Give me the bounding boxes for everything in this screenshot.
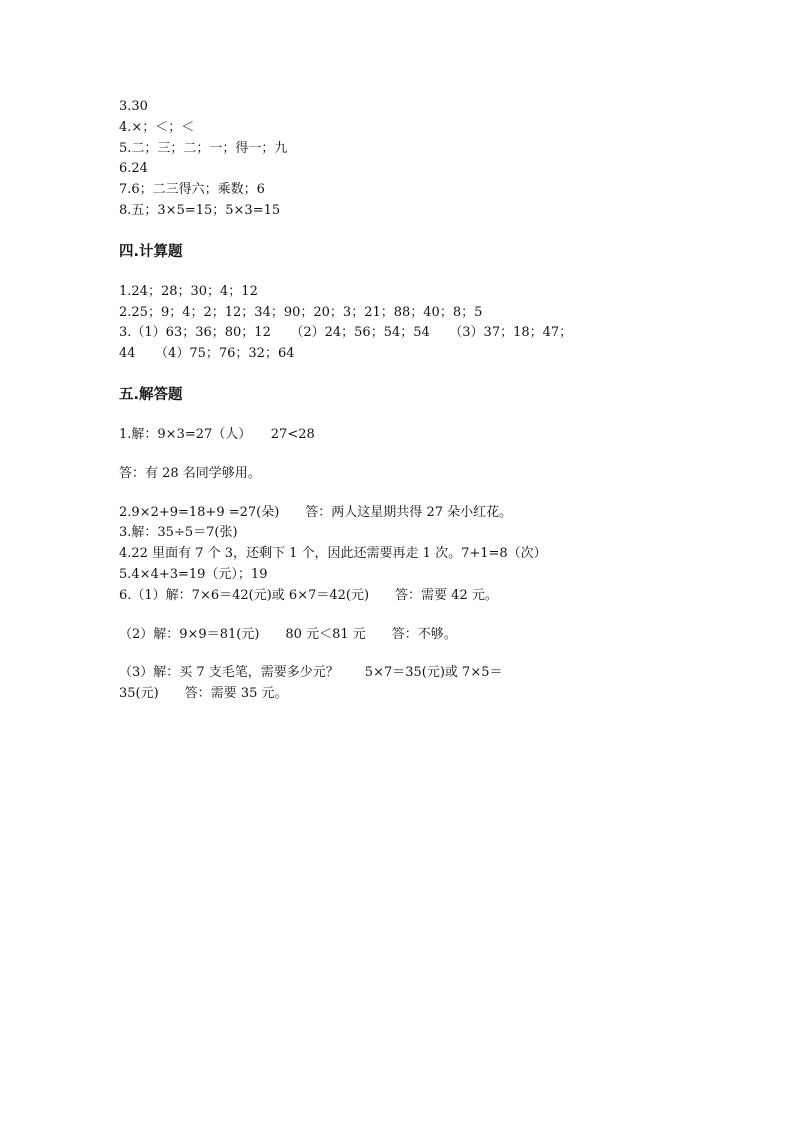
calc-line-2: 2.25；9；4；2；12；34；90；20；3；21；88；40；8；5 xyxy=(119,304,483,320)
spacer xyxy=(119,222,679,242)
problem-6-part-3-continued: 35(元) 答：需要 35 元。 xyxy=(119,686,288,702)
answer-line-3: 3.30 xyxy=(119,99,148,114)
problem-5: 5.4×4+3=19（元）；19 xyxy=(119,566,268,582)
calc-line-3-continued: 44 （4）75；76；32；64 xyxy=(119,346,295,362)
answer-line-6: 6.24 xyxy=(119,161,148,177)
section-heading-calculation: 四.计算题 xyxy=(119,243,183,260)
answer-line-4: 4.×；＜；＜ xyxy=(119,119,195,135)
calc-line-3: 3.（1）63；36；80；12 （2）24；56；54；54 （3）37；18；47； xyxy=(119,325,573,341)
problem-1-answer: 答：有 28 名同学够用。 xyxy=(119,465,261,481)
answer-list-top xyxy=(119,97,679,222)
answer-content xyxy=(119,97,679,705)
spacer xyxy=(119,607,679,625)
section-heading-problems: 五.解答题 xyxy=(119,386,183,403)
problem-3: 3.解：35÷5＝7(张) xyxy=(119,525,238,541)
answer-line-5: 5.二；三；二；一；得一；九 xyxy=(119,140,288,156)
problem-answers xyxy=(119,425,679,705)
answer-line-8: 8.五；3×5=15；5×3=15 xyxy=(119,202,281,218)
problem-6-part-1: 6.（1）解：7×6＝42(元)或 6×7＝42(元) 答：需要 42 元。 xyxy=(119,587,498,603)
problem-6-part-2: （2）解：9×9＝81(元) 80 元＜81 元 答：不够。 xyxy=(119,626,457,642)
problem-6-part-3: （3）解：买 7 支毛笔，需要多少元？ 5×7＝35(元)或 7×5＝ xyxy=(119,665,503,681)
spacer xyxy=(119,645,679,663)
problem-1-solution: 1.解：9×3=27（人） 27<28 xyxy=(119,426,315,442)
spacer xyxy=(119,405,679,425)
spacer xyxy=(119,365,679,385)
spacer xyxy=(119,262,679,282)
spacer xyxy=(119,446,679,464)
calc-line-1: 1.24；28；30；4；12 xyxy=(119,283,258,299)
spacer xyxy=(119,485,679,503)
calculation-answers xyxy=(119,282,679,365)
answer-line-7: 7.6；二三得六；乘数；6 xyxy=(119,182,265,198)
problem-2: 2.9×2+9=18+9 =27(朵) 答：两人这星期共得 27 朵小红花。 xyxy=(119,504,513,520)
problem-4: 4.22 里面有 7 个 3，还剩下 1 个，因此还需要再走 1 次。7+1=8（次） xyxy=(119,546,547,562)
